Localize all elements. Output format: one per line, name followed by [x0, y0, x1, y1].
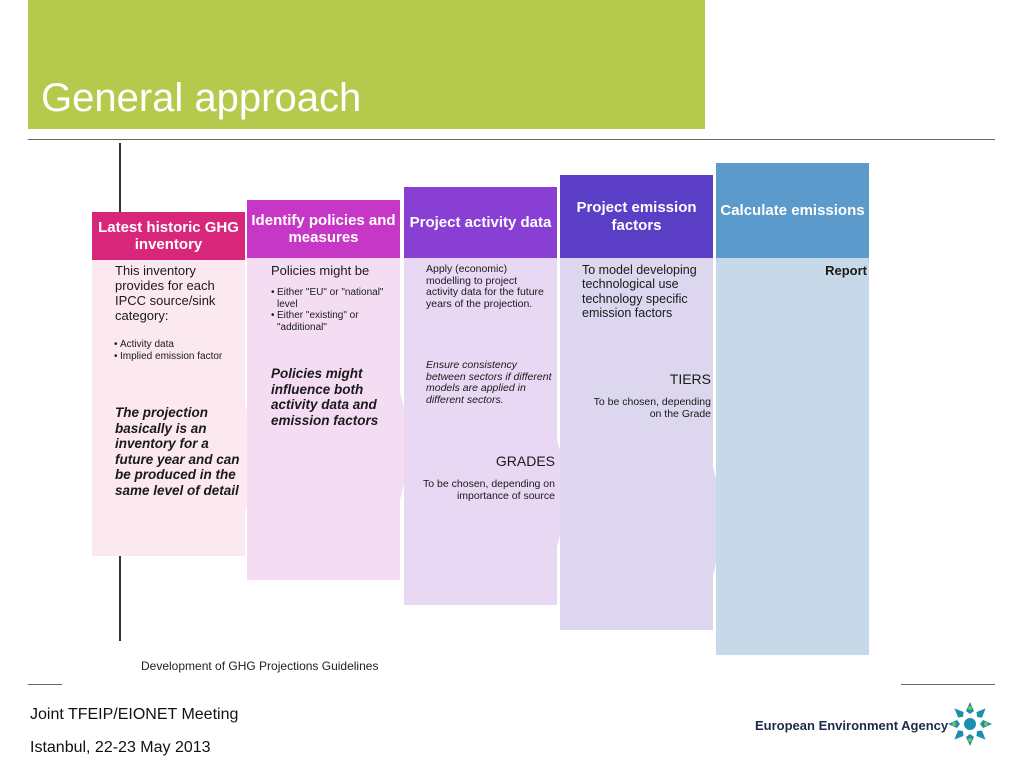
column-emission-factors	[560, 175, 713, 630]
bullet-type: • Either "existing" or "additional"	[271, 310, 386, 333]
column-activity-data-emphasis: Ensure consistency between sectors if different models are applied in different sectors.	[426, 359, 552, 406]
agency-name: European Environment Agency	[755, 718, 949, 733]
column-inventory-heading: Latest historic GHG inventory	[92, 212, 245, 260]
footer-place-date: Istanbul, 22-23 May 2013	[30, 739, 211, 756]
slide-title: General approach	[41, 76, 362, 120]
footer-meeting: Joint TFEIP/EIONET Meeting	[30, 706, 239, 723]
bullet-implied-emission-factor: • Implied emission factor	[114, 351, 224, 363]
column-policies-bullets	[271, 287, 386, 333]
bullet-level: • Either "EU" or "national" level	[271, 287, 386, 310]
footer-divider-right	[901, 684, 995, 685]
eea-logo-icon	[946, 700, 994, 748]
column-calculate-body	[716, 258, 869, 655]
column-inventory-intro: This inventory provides for each IPCC source/sink category:	[115, 263, 216, 323]
column-calculate	[716, 163, 869, 655]
column-calculate-report: Report	[825, 263, 867, 278]
column-activity-data-heading: Project activity data	[404, 187, 557, 258]
column-activity-data-intro: Apply (economic) modelling to project activity data for the future years of the projection.	[426, 263, 544, 310]
column-inventory	[92, 212, 245, 556]
column-activity-data-note: To be chosen, depending on importance of source	[423, 478, 555, 502]
column-emission-factors-subheading: TIERS	[669, 371, 711, 387]
column-emission-factors-intro: To model developing technological use technology specific emission factors	[582, 263, 697, 321]
column-activity-data-subheading: GRADES	[495, 453, 555, 469]
footer-divider-left	[28, 684, 62, 685]
figure-caption: Development of GHG Projections Guidelines	[141, 659, 379, 673]
bullet-activity-data: • Activity data	[114, 339, 224, 351]
column-calculate-heading: Calculate emissions	[716, 163, 869, 258]
column-inventory-bullets	[114, 339, 224, 362]
column-emission-factors-note: To be chosen, depending on the Grade	[593, 396, 711, 420]
title-band	[28, 0, 705, 129]
title-divider	[28, 139, 995, 140]
column-policies-intro: Policies might be	[271, 263, 370, 278]
column-activity-data	[404, 187, 557, 605]
column-policies-heading: Identify policies and measures	[247, 200, 400, 258]
column-policies-emphasis: Policies might influence both activity data and emission factors	[271, 366, 379, 428]
column-inventory-emphasis: The projection basically is an inventory for a future year and can be produced in the same level of detail	[115, 405, 240, 498]
column-policies	[247, 200, 400, 580]
column-emission-factors-heading: Project emission factors	[560, 175, 713, 258]
